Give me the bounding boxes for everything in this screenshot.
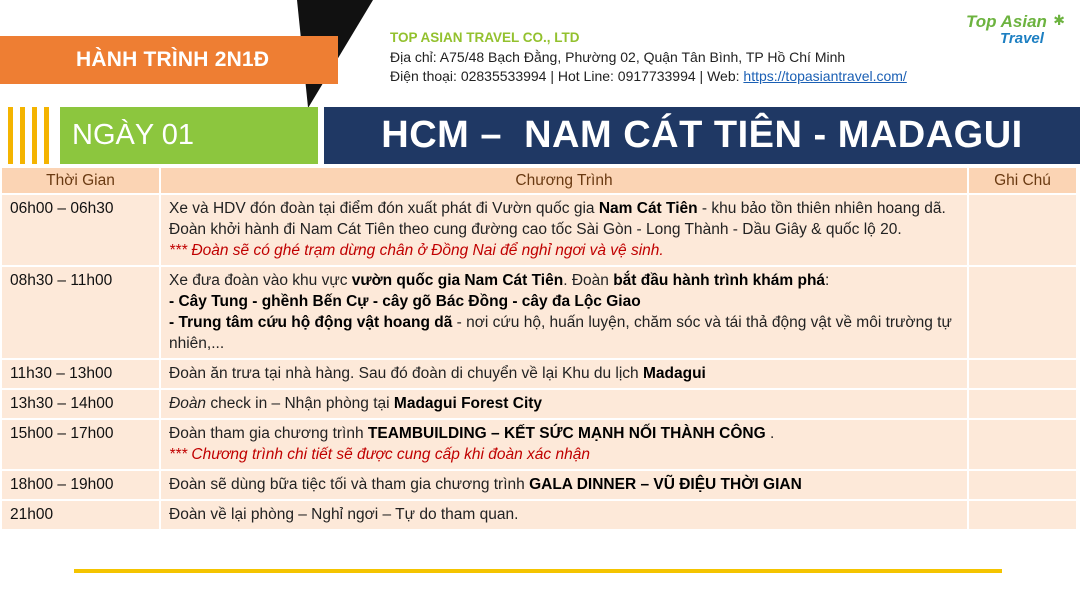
row-time: 15h00 – 17h00 [1, 419, 160, 470]
row-time: 06h00 – 06h30 [1, 194, 160, 266]
program-highlight: GALA DINNER – VŨ ĐIỆU THỜI GIAN [529, 476, 802, 493]
route-title: HCM – NAM CÁT TIÊN - MADAGUI [381, 114, 1023, 156]
company-address: Địa chỉ: A75/48 Bạch Đằng, Phường 02, Quận Tân Bình, TP Hồ Chí Minh [390, 49, 846, 65]
row-time: 13h30 – 14h00 [1, 389, 160, 419]
program-highlight: bắt đầu hành trình khám phá [613, 272, 826, 289]
program-text: Đoàn tham gia chương trình [169, 425, 368, 442]
program-text: . Đoàn [563, 272, 614, 289]
program-text: Đoàn ăn trưa tại nhà hàng. Sau đó đoàn di chuyển về lại Khu du lịch [169, 365, 643, 382]
row-note [968, 194, 1077, 266]
program-highlight: TEAMBUILDING – KẾT SỨC MẠNH NỐI THÀNH CÔNG [367, 425, 766, 442]
company-contact [390, 67, 990, 86]
table-row [1, 500, 1077, 530]
yellow-stripes-decoration [0, 107, 60, 164]
row-note [968, 470, 1077, 500]
row-note [968, 266, 1077, 359]
row-note [968, 389, 1077, 419]
program-text: Đoàn [169, 395, 207, 412]
program-remark: *** Chương trình chi tiết sẽ được cung cấp khi đoàn xác nhận [169, 446, 590, 463]
row-program [160, 389, 968, 419]
row-time: 08h30 – 11h00 [1, 266, 160, 359]
schedule-table [0, 166, 1078, 531]
program-text: - khu bảo tồn thiên nhiên hoang dã. Đoàn khởi hành đi Nam Cát Tiên theo cung đường cao tốc Sài Gòn - Long Thành - Dầu Giây & quốc lộ 20. [169, 200, 946, 238]
company-info [390, 30, 990, 86]
day-label-box [60, 107, 318, 164]
table-header-row [1, 167, 1077, 194]
program-text: Xe đưa đoàn vào khu vực [169, 272, 352, 289]
program-bullet: - Cây Tung - ghềnh Bến Cự - cây gõ Bác Đồng - cây đa Lộc Giao [169, 293, 641, 310]
table-row [1, 419, 1077, 470]
logo-text-bottom: Travel [1000, 30, 1044, 47]
program-bullet: - Trung tâm cứu hộ động vật hoang dã [169, 314, 453, 331]
table-row [1, 470, 1077, 500]
row-time: 18h00 – 19h00 [1, 470, 160, 500]
row-time: 21h00 [1, 500, 160, 530]
row-note [968, 500, 1077, 530]
row-program [160, 359, 968, 389]
contact-text: Điện thoại: 02835533994 | Hot Line: 0917733994 | Web: [390, 68, 744, 84]
program-text: : [825, 272, 830, 289]
column-header-note: Ghi Chú [968, 167, 1077, 194]
row-note [968, 359, 1077, 389]
row-note [968, 419, 1077, 470]
company-logo [966, 12, 1071, 62]
program-text: - nơi cứu hộ, huấn luyện, chăm sóc và tái thả động vật về môi trường tự nhiên,... [169, 314, 952, 352]
logo-text-top: Top Asian [966, 12, 1047, 31]
trip-label: HÀNH TRÌNH 2N1Đ [76, 48, 270, 71]
program-highlight: Madagui Forest City [393, 395, 543, 412]
website-link[interactable]: https://topasiantravel.com/ [743, 68, 907, 84]
palm-tree-icon: ✱ [1053, 12, 1065, 28]
row-program [160, 266, 968, 359]
footer-divider [74, 569, 1002, 573]
program-text: check in – Nhận phòng tại [206, 395, 394, 412]
row-program [160, 470, 968, 500]
row-program [160, 419, 968, 470]
program-text: Xe và HDV đón đoàn tại điểm đón xuất phát đi Vườn quốc gia [169, 200, 599, 217]
row-time: 11h30 – 13h00 [1, 359, 160, 389]
trip-label-banner [0, 36, 338, 84]
column-header-time: Thời Gian [1, 167, 160, 194]
program-text: Đoàn sẽ dùng bữa tiệc tối và tham gia chương trình [169, 476, 530, 493]
program-highlight: Madagui [642, 365, 706, 382]
row-program [160, 500, 968, 530]
table-row [1, 359, 1077, 389]
program-text: . [765, 425, 775, 442]
route-title-box [324, 107, 1080, 164]
program-highlight: Nam Cát Tiên [598, 200, 698, 217]
program-remark: *** Đoàn sẽ có ghé trạm dừng chân ở Đồng Nai để nghỉ ngơi và vệ sinh. [169, 242, 664, 259]
row-program [160, 194, 968, 266]
day-label: NGÀY 01 [72, 119, 194, 151]
program-highlight: vườn quốc gia Nam Cát Tiên [351, 272, 564, 289]
program-text: Đoàn về lại phòng – Nghỉ ngơi – Tự do tham quan. [169, 506, 519, 523]
column-header-program: Chương Trình [160, 167, 968, 194]
table-row [1, 266, 1077, 359]
company-name: TOP ASIAN TRAVEL CO., LTD [390, 30, 580, 45]
table-row [1, 194, 1077, 266]
table-row [1, 389, 1077, 419]
